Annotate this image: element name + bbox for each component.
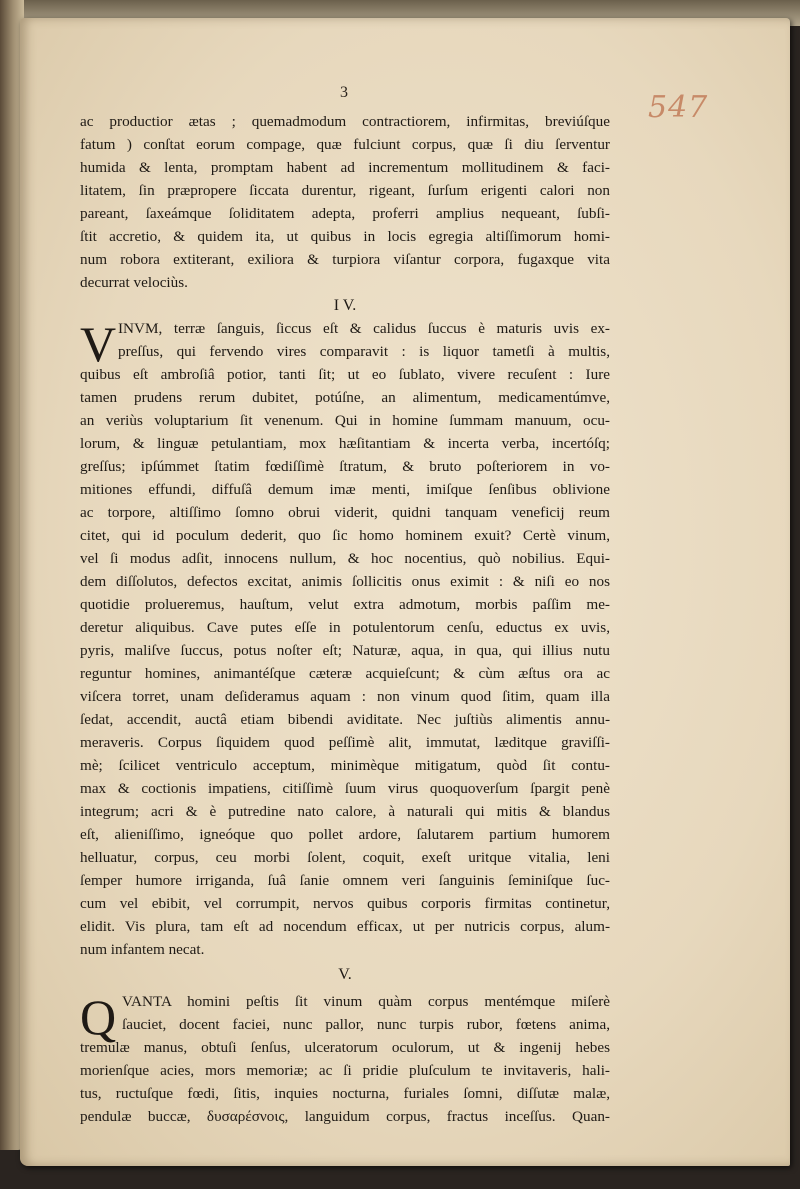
text-line: decurrat velociùs. — [80, 274, 188, 291]
text-line: ſemper humore irriganda, ſuâ ſanie omnem veri ſanguinis ſeminiſque ſuc- — [80, 872, 610, 889]
text-line: lorum, & linguæ petulantiam, mox hæſitantiam & incerta verba, incertóſq; — [80, 435, 610, 452]
text-line: deretur aliquibus. Cave putes eſſe in potulentorum cenſu, eductus ex uvis, — [80, 619, 610, 636]
text-line: ac torpore, altiſſimo ſomno obrui viderit, quidni tanquam veneficij reum — [80, 504, 610, 521]
text-line: num infantem necat. — [80, 941, 205, 958]
text-line: viſcera torret, unam deſideramus aquam : non vinum quod ſitim, quam illa — [80, 688, 610, 705]
text-line: INVM, terræ ſanguis, ſiccus eſt & calidus ſuccus è maturis uvis ex- — [118, 320, 610, 337]
paragraph-iv — [80, 317, 610, 961]
text-line: vel ſi modus adſit, innocens nullum, & hoc nocentius, quò nobilius. Equi- — [80, 550, 610, 567]
section-heading-v: V. — [338, 966, 352, 983]
text-line: mitiones effundi, diffuſâ demum imæ menti, imiſque ſenſibus oblivione — [80, 481, 610, 498]
paragraph-v — [80, 990, 610, 1128]
drop-cap-v: V — [80, 316, 117, 372]
text-line: cum vel ebibit, vel corrumpit, nervos quibus corporis firmitas continetur, — [80, 895, 610, 912]
text-line: quotidie prolueremus, hauſtum, velut extra admotum, morbis paſſim me- — [80, 596, 610, 613]
text-line: reguntur homines, animantéſque cæteræ acquieſcunt; & cùm æſtus ora ac — [80, 665, 610, 682]
text-line: fatum ) conſtat eorum compage, quæ fulciunt corpus, quæ ſi diu ſerventur — [80, 136, 610, 153]
text-line: integrum; acri & è putredine nato calore, à naturali qui mitis & blandus — [80, 803, 610, 820]
text-line: pareant, ſaxeámque ſoliditatem adepta, proferri amplius nequeant, ſubſi- — [80, 205, 610, 222]
text-line: pendulæ buccæ, δυσαρέσνοις, languidum corpus, fractus inceſſus. Quan- — [80, 1108, 610, 1125]
page-folio: 3 — [340, 84, 348, 101]
text-line: eſt, alieniſſimo, igneóque quo pollet ardore, ſalutarem partium humorem — [80, 826, 610, 843]
text-line: tremulæ manus, obtuſi ſenſus, ulceratorum oculorum, ut & ingenij hebes — [80, 1039, 610, 1056]
text-line: dem diſſolutos, defectos excitat, animis ſollicitis onus eximit : & niſi eo nos — [80, 573, 610, 590]
text-line: morienſque acies, mors memoriæ; ac ſi pridie pluſculum te invitaveris, hali- — [80, 1062, 610, 1079]
drop-cap-q: Q — [80, 989, 117, 1045]
text-line: max & coctionis impatiens, citiſſimè ſuum virus quoquoverſum ſpargit penè — [80, 780, 610, 797]
text-line: ſtit accretio, & quidem ita, ut quibus in locis egregia altiſſimorum homi- — [80, 228, 610, 245]
text-line: tus, ructuſque fœdi, ſitis, inquies nocturna, furiales ſomni, diſſutæ malæ, — [80, 1085, 610, 1102]
text-line: humida & lenta, promptam habent ad incrementum mollitudinem & faci- — [80, 159, 610, 176]
text-line: ac productior ætas ; quemadmodum contractiorem, infirmitas, breviúſque — [80, 113, 610, 130]
handwritten-page-number: 547 — [648, 90, 709, 125]
text-line: num robora extiterant, exiliora & turpiora viſantur corpora, fugaxque vita — [80, 251, 610, 268]
section-heading-iv: I V. — [333, 297, 357, 314]
text-line: quibus eſt ambroſiâ potior, tanti ſit; ut eo ſublato, vivere recuſent : Iure — [80, 366, 610, 383]
text-line: tamen prudens rerum dubitet, potúſne, an alimentum, medicamentúmve, — [80, 389, 610, 406]
book-page — [20, 18, 790, 1166]
text-line: VANTA homini peſtis ſit vinum quàm corpus mentémque miſerè — [122, 993, 610, 1010]
text-line: an veriùs voluptarium ſit venenum. Qui in homine ſummam manuum, ocu- — [80, 412, 610, 429]
text-line: elidit. Vis plura, tam eſt ad nocendum efficax, ut per nutricis corpus, alum- — [80, 918, 610, 935]
text-line: ſauciet, docent faciei, nunc pallor, nunc turpis rubor, fœtens anima, — [122, 1016, 610, 1033]
text-line: preſſus, qui fervendo vires comparavit : is liquor tametſi à multis, — [118, 343, 610, 360]
text-line: mè; ſcilicet ventriculo acceptum, minimèque mitigatum, quòd ſit contu- — [80, 757, 610, 774]
text-line: pyris, maliſve ſuccus, potus noſter eſt; Naturæ, aqua, in qua, qui illius nutu — [80, 642, 610, 659]
text-line: greſſus; ipſúmmet ſtatim fœdiſſimè ſtratum, & bruto poſteriorem in vo- — [80, 458, 610, 475]
text-line: helluatur, corpus, ceu morbi ſolent, coquit, exeſt uritque vitalia, leni — [80, 849, 610, 866]
page-text — [80, 110, 610, 1128]
text-line: citet, qui id poculum dederit, quo ſic homo hominem exuit? Certè vinum, — [80, 527, 610, 544]
text-line: meraveris. Corpus ſiquidem quod peſſimè alit, immutat, læditque graviſſi- — [80, 734, 610, 751]
text-line: litatem, ſin præpropere ſiccata durentur, rigeant, ſurſum erigenti calori non — [80, 182, 610, 199]
text-line: ſedat, accendit, auctâ etiam bibendi aviditate. Nec juſtiùs alimentis annu- — [80, 711, 610, 728]
